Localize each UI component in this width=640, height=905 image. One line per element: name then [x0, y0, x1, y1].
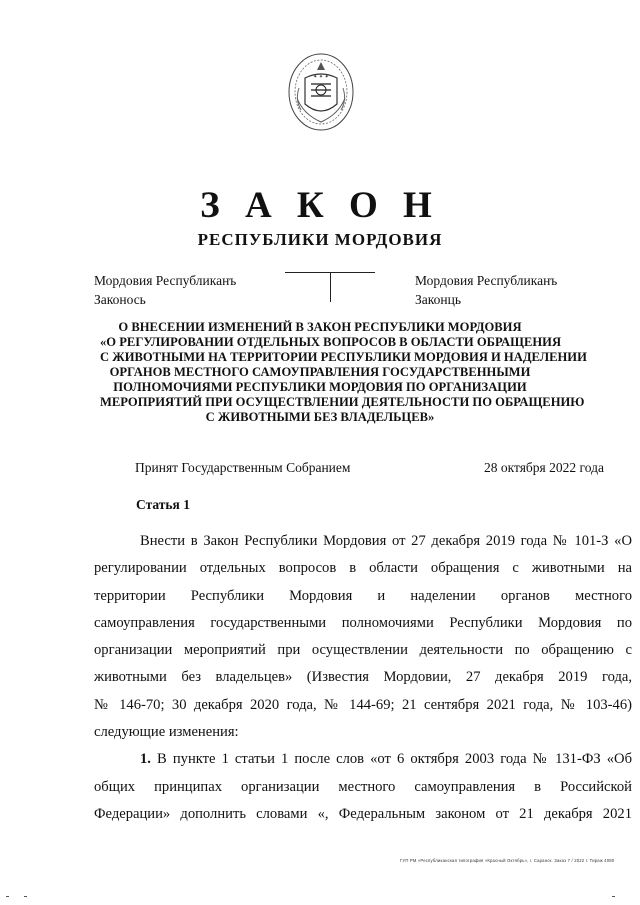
- scan-mark: [6, 896, 9, 897]
- svg-text:✦ ✦ ✦: ✦ ✦ ✦: [313, 74, 329, 80]
- heading-line: С ЖИВОТНЫМИ НА ТЕРРИТОРИИ РЕСПУБЛИКИ МОРДОВИЯ И НАДЕЛЕНИИ: [100, 350, 587, 364]
- coat-of-arms-emblem: [283, 48, 359, 136]
- header-left-block: [94, 271, 236, 309]
- law-subtitle: РЕСПУБЛИКИ МОРДОВИЯ: [197, 230, 443, 249]
- header-divider-vertical: [330, 272, 331, 302]
- header-right-line-1: Мордовия Республиканъ: [415, 273, 558, 288]
- law-heading: [100, 320, 587, 425]
- body-line: животными без владельцев» (Известия Мордовии, 27 декабря 2019 года,: [94, 669, 632, 686]
- header-right-block: [415, 271, 557, 309]
- heading-line: ОРГАНОВ МЕСТНОГО САМОУПРАВЛЕНИЯ ГОСУДАРСТВЕННЫМИ: [109, 365, 531, 379]
- body-line: Федерации» дополнить словами «, Федеральным законом от 21 декабря 2021: [94, 805, 632, 822]
- scan-mark: [612, 896, 615, 897]
- heading-line: С ЖИВОТНЫМИ БЕЗ ВЛАДЕЛЬЦЕВ»: [205, 410, 435, 424]
- heading-line: ПОЛНОМОЧИЯМИ РЕСПУБЛИКИ МОРДОВИЯ ПО ОРГАНИЗАЦИИ: [113, 380, 527, 394]
- body-line: организации мероприятий при осуществлении деятельности по обращению с: [94, 642, 632, 659]
- heading-line: О ВНЕСЕНИИ ИЗМЕНЕНИЙ В ЗАКОН РЕСПУБЛИКИ МОРДОВИЯ: [118, 320, 522, 334]
- header-left-line-1: Мордовия Республиканъ: [94, 273, 237, 288]
- article-body: [94, 528, 632, 828]
- body-line: самоуправления государственными полномочиями Республики Мордовия по: [94, 614, 632, 631]
- adopted-date: 28 октября 2022 года: [484, 460, 604, 475]
- item-number: 1.: [140, 751, 151, 768]
- body-line: № 146-70; 30 декабря 2020 года, № 144-69; 21 сентября 2021 года, № 103-46): [94, 696, 632, 713]
- body-line: регулировании отдельных вопросов в области обращения с животными на: [94, 560, 632, 577]
- adopted-label: Принят Государственным Собранием: [135, 460, 351, 475]
- body-line: общих принципах организации местного самоуправления в Российской: [94, 778, 632, 795]
- body-line: территории Республики Мордовия и наделении органов местного: [94, 587, 632, 604]
- article-title: Статья 1: [136, 497, 190, 512]
- header-left-line-2: Законось: [94, 292, 146, 307]
- law-title: З А К О Н: [200, 185, 440, 226]
- heading-line: МЕРОПРИЯТИЙ ПРИ ОСУЩЕСТВЛЕНИИ ДЕЯТЕЛЬНОСТИ ПО ОБРАЩЕНИЮ: [100, 395, 585, 409]
- print-info: ГУП РМ «Республиканская типография «Красный Октябрь», г. Саранск. Заказ 7 / 2022 г. Тираж 4080: [400, 858, 615, 863]
- item-text: В пункте 1 статьи 1 после слов «от 6 октября 2003 года № 131-ФЗ «Об: [157, 751, 632, 768]
- body-item-line: [94, 746, 632, 773]
- body-line: следующие изменения:: [94, 724, 239, 741]
- heading-line: «О РЕГУЛИРОВАНИИ ОТДЕЛЬНЫХ ВОПРОСОВ В ОБЛАСТИ ОБРАЩЕНИЯ: [100, 335, 562, 349]
- header-right-line-2: Законць: [415, 292, 461, 307]
- body-line: Внести в Закон Республики Мордовия от 27 декабря 2019 года № 101-З «О: [140, 533, 632, 549]
- scan-mark: [24, 896, 27, 897]
